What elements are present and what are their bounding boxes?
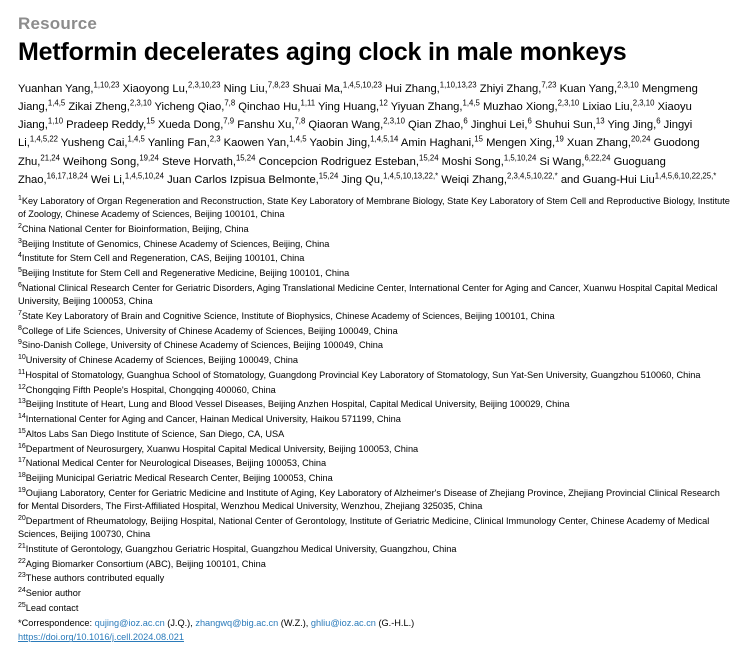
author-name: Ying Jing, — [607, 119, 657, 132]
affiliation-text: Beijing Institute of Genomics, Chinese Academy of Sciences, Beijing, China — [21, 238, 330, 249]
affiliation-item — [18, 325, 732, 338]
author-affiliation-marker: 1,4,5 — [289, 134, 307, 144]
author-affiliation-marker: 2,3,10,23 — [187, 80, 221, 90]
affiliation-item — [18, 543, 732, 556]
affiliation-text: These authors contributed equally — [25, 573, 165, 584]
affiliation-item — [18, 354, 732, 367]
affiliation-number: 21 — [18, 542, 26, 550]
affiliation-number: 19 — [18, 486, 26, 494]
affiliation-text: Chongqing Fifth People's Hospital, Chongqing 400060, China — [25, 384, 276, 395]
affiliation-item — [18, 238, 732, 251]
affiliation-item — [18, 282, 732, 309]
author-affiliation-marker: 20,24 — [631, 134, 651, 144]
affiliation-item — [18, 472, 732, 485]
author-name: Qiaoran Wang, — [308, 119, 384, 132]
author-name: Ning Liu, — [223, 83, 268, 95]
correspondence-line — [18, 617, 732, 630]
author-affiliation-marker: 15,24 — [419, 152, 439, 162]
author-name: Yaobin Jing, — [309, 137, 371, 150]
author-name: Mengen Xing, — [486, 137, 556, 150]
affiliation-number: 24 — [18, 587, 26, 595]
affiliation-item — [18, 572, 732, 585]
author-affiliation-marker: 6 — [527, 116, 532, 126]
author-affiliation-marker: 1,11 — [300, 98, 316, 108]
author-name: Xiaoyong Lu, — [122, 83, 188, 95]
affiliation-number: 5 — [18, 267, 22, 275]
affiliation-number: 23 — [18, 572, 26, 580]
author-affiliation-marker: 16,17,18,24 — [46, 170, 88, 180]
affiliation-text: Lead contact — [25, 602, 79, 613]
author-affiliation-marker: 6,22,24 — [584, 152, 611, 162]
author-name: Xueda Dong, — [157, 119, 224, 132]
affiliation-text: University of Chinese Academy of Sciences, Beijing 100049, China — [25, 355, 298, 366]
article-type-kicker: Resource — [18, 14, 98, 33]
affiliation-number: 17 — [18, 457, 26, 465]
author-name: Guoguang Zhao, — [18, 155, 666, 186]
author-name: Juan Carlos Izpisua Belmonte, — [167, 173, 319, 186]
author-name: Yicheng Qiao, — [154, 101, 225, 114]
affiliation-item — [18, 223, 732, 236]
affiliation-item — [18, 195, 732, 222]
author-name: Concepcion Rodriguez Esteban, — [258, 155, 420, 168]
author-affiliation-marker: 1,4,5,22 — [29, 134, 59, 144]
affiliation-number: 16 — [18, 442, 26, 450]
author-name: Wei Li, — [90, 173, 125, 186]
affiliation-item — [18, 602, 732, 615]
author-affiliation-marker: 19 — [555, 134, 564, 144]
author-affiliation-marker: 6 — [463, 116, 468, 126]
affiliation-number: 22 — [18, 557, 26, 565]
author-affiliation-marker: 1,4,5 — [47, 98, 66, 108]
affiliation-text: National Medical Center for Neurological Diseases, Beijing 100053, China — [25, 458, 327, 469]
affiliation-item — [18, 398, 732, 411]
author-affiliation-marker: 1,4,5 — [127, 134, 145, 144]
author-name: Lixiao Liu, — [582, 101, 633, 114]
author-name: Steve Horvath, — [161, 155, 236, 168]
correspondence-label: *Correspondence: — [18, 618, 95, 629]
affiliation-item — [18, 369, 732, 382]
affiliation-text: Senior author — [25, 588, 81, 599]
affiliation-item — [18, 252, 732, 265]
affiliation-text: Beijing Institute for Stem Cell and Regenerative Medicine, Beijing 100101, China — [21, 268, 350, 279]
affiliation-item — [18, 310, 732, 323]
affiliation-text: Hospital of Stomatology, Guanghua School of Stomatology, Guangdong Provincial Key Laboratory of Stomatology, Sun Yat-Sen University, Guangzhou 510060, China — [25, 369, 701, 380]
affiliation-text: Institute for Stem Cell and Regeneration, CAS, Beijing 100101, China — [21, 253, 305, 264]
author-name: Kuan Yang, — [559, 83, 618, 95]
page-title: Metformin decelerates aging clock in male monkeys — [18, 38, 627, 66]
affiliation-text: Institute of Gerontology, Guangzhou Geriatric Hospital, Guangzhou Medical University, Guangzhou, China — [25, 543, 457, 554]
author-affiliation-marker: 2,3 — [209, 134, 221, 144]
author-affiliation-marker: 1,10 — [47, 116, 64, 126]
affiliation-item — [18, 339, 732, 352]
author-affiliation-marker: 1,10,23 — [93, 80, 120, 90]
author-affiliation-marker: 1,4,5,14 — [370, 134, 399, 144]
affiliation-text: Beijing Institute of Heart, Lung and Blood Vessel Diseases, Beijing Anzhen Hospital, Capital Medical University, Beijing 100029, China — [25, 399, 570, 410]
affiliation-text: Beijing Municipal Geriatric Medical Research Center, Beijing 100053, China — [25, 473, 333, 484]
affiliation-number: 6 — [18, 281, 22, 289]
author-affiliation-marker: 12 — [379, 98, 388, 108]
author-name: Xiaoyu Jiang, — [18, 101, 692, 132]
author-affiliation-marker: 7,9 — [223, 116, 235, 126]
author-affiliation-marker: 15 — [146, 116, 155, 126]
author-name: Yanling Fan, — [147, 137, 210, 150]
affiliation-text: Department of Neurosurgery, Xuanwu Hospital Capital Medical University, Beijing 100053, China — [25, 443, 419, 454]
affiliation-number: 10 — [18, 354, 26, 362]
author-name: Jingyi Li, — [18, 119, 693, 150]
affiliation-item — [18, 413, 732, 426]
affiliation-number: 2 — [18, 222, 22, 230]
affiliation-number: 9 — [18, 339, 22, 347]
correspondence-email-link[interactable]: zhangwq@big.ac.cn — [195, 618, 279, 629]
author-name: Fanshu Xu, — [237, 119, 295, 132]
affiliation-item — [18, 457, 732, 470]
author-name: Amin Haghani, — [400, 137, 475, 150]
author-affiliation-marker: 15,24 — [318, 170, 339, 180]
affiliation-text: Key Laboratory of Organ Regeneration and Reconstruction, State Key Laboratory of Membrane Biology, State Key Laboratory of Stem Cell and Reproductive Biology, Institute of Zoology, Chinese Academy of Sciences, Beijing 100101, China — [18, 195, 730, 220]
affiliation-number: 13 — [18, 398, 26, 406]
author-affiliation-marker: 1,4,5 — [462, 98, 480, 108]
author-name: Qian Zhao, — [408, 119, 464, 132]
affiliation-number: 4 — [18, 252, 22, 260]
author-affiliation-marker: 2,3,10 — [383, 116, 405, 126]
affiliation-number: 1 — [18, 194, 22, 202]
author-affiliation-marker: 7,8 — [224, 98, 236, 108]
affiliation-item — [18, 428, 732, 441]
author-name: Si Wang, — [539, 155, 585, 168]
affiliation-list — [18, 195, 732, 615]
affiliation-item — [18, 515, 732, 542]
affiliation-number: 20 — [18, 514, 26, 522]
author-affiliation-marker: 2,3,10 — [617, 80, 639, 90]
affiliation-text: China National Center for Bioinformation, Beijing, China — [21, 223, 249, 234]
author-affiliation-marker: 1,10,13,23 — [439, 80, 477, 90]
affiliation-text: Aging Biomarker Consortium (ABC), Beijing 100101, China — [25, 558, 266, 569]
author-affiliation-marker: 2,3,10 — [557, 98, 580, 108]
affiliation-item — [18, 443, 732, 456]
affiliation-item — [18, 267, 732, 280]
author-name: Moshi Song, — [441, 155, 504, 168]
author-affiliation-marker: 2,3,4,5,10,22,* — [506, 170, 558, 180]
affiliation-number: 15 — [18, 427, 26, 435]
author-name: Qinchao Hu, — [238, 101, 301, 114]
author-name: Yusheng Cai, — [60, 137, 128, 150]
author-affiliation-marker: 1,4,5,10,23 — [342, 80, 382, 90]
affiliation-text: National Clinical Research Center for Geriatric Disorders, Aging Translational Medicine Center, International Center for Aging and Cancer, Xuanwu Hospital Capital Medical University, Beijing 100053, China — [18, 282, 718, 307]
author-name: Mengmeng Jiang, — [18, 83, 698, 114]
affiliation-item — [18, 587, 732, 600]
author-name: Pradeep Reddy, — [66, 119, 147, 132]
affiliation-number: 18 — [18, 472, 26, 480]
author-name: Weiqi Zhang, — [441, 173, 507, 186]
author-name: Xuan Zhang, — [566, 137, 631, 150]
affiliation-item — [18, 558, 732, 571]
affiliation-item — [18, 384, 732, 397]
author-name: Yiyuan Zhang, — [390, 101, 463, 114]
author-affiliation-marker: 2,3,10 — [632, 98, 655, 108]
author-name: Hui Zhang, — [385, 83, 440, 95]
doi-line — [18, 632, 732, 642]
affiliation-text: International Center for Aging and Cancer, Hainan Medical University, Haikou 571199, China — [25, 414, 401, 425]
author-affiliation-marker: 7,8 — [294, 116, 306, 126]
author-affiliation-marker: 7,8,23 — [267, 80, 290, 90]
affiliation-text: State Key Laboratory of Brain and Cognitive Science, Institute of Biophysics, Chinese Academy of Sciences, Beijing 100101, China — [21, 310, 555, 321]
author-affiliation-marker: 1,4,5,10,13,22,* — [383, 170, 439, 180]
author-name: Ying Huang, — [318, 101, 380, 114]
author-affiliation-marker: 19,24 — [139, 152, 159, 162]
doi-link[interactable]: https://doi.org/10.1016/j.cell.2024.08.021 — [18, 632, 185, 643]
author-affiliation-marker: 15,24 — [235, 152, 256, 162]
author-affiliation-marker: 15 — [474, 134, 483, 144]
author-name: Shuhui Sun, — [534, 119, 596, 132]
correspondence-initials: (W.Z.), — [278, 618, 311, 629]
author-affiliation-marker: 1,5,10,24 — [503, 152, 537, 162]
author-name: Jing Qu, — [341, 173, 384, 186]
author-affiliation-marker: 2,3,10 — [129, 98, 152, 108]
author-list — [18, 80, 732, 189]
affiliation-number: 11 — [18, 368, 26, 376]
author-name: Yuanhan Yang, — [18, 83, 94, 95]
author-name: Kaowen Yan, — [223, 137, 290, 150]
author-name: Guodong Zhu, — [18, 137, 700, 168]
affiliation-text: Department of Rheumatology, Beijing Hospital, National Center of Gerontology, Institute of Geriatric Medicine, Clinical Immunology Center, Chinese Academy of Medical Sciences, Beijing 100730, China — [18, 515, 710, 540]
author-name: Muzhao Xiong, — [482, 101, 558, 114]
author-name: Zhiyi Zhang, — [479, 83, 542, 95]
author-name: Weihong Song, — [63, 155, 140, 168]
correspondence-email-link[interactable]: qujing@ioz.ac.cn — [94, 618, 165, 629]
author-name: Zikai Zheng, — [68, 101, 130, 114]
correspondence-email-link[interactable]: ghliu@ioz.ac.cn — [310, 618, 376, 629]
author-affiliation-marker: 7,23 — [541, 80, 557, 90]
author-affiliation-marker: 6 — [656, 116, 661, 126]
author-name: and Guang-Hui Liu — [560, 173, 655, 186]
affiliation-number: 12 — [18, 383, 26, 391]
author-affiliation-marker: 21,24 — [40, 152, 60, 162]
author-affiliation-marker: 1,4,5,6,10,22,25,* — [654, 170, 717, 180]
affiliation-item — [18, 487, 732, 514]
affiliation-text: Oujiang Laboratory, Center for Geriatric Medicine and Institute of Aging, Key Laboratory of Alzheimer's Disease of Zhejiang Province, Zhejiang Provincial Clinical Research for Mental Disorders, The First-Affiliated Hospital, Wenzhou Medical University, Wenzhou, Zhejiang 325035, China — [18, 487, 720, 512]
affiliation-number: 3 — [18, 237, 22, 245]
affiliation-text: Altos Labs San Diego Institute of Science, San Diego, CA, USA — [25, 428, 285, 439]
author-name: Jinghui Lei, — [470, 119, 528, 132]
affiliation-text: College of Life Sciences, University of Chinese Academy of Sciences, Beijing 100049, China — [21, 325, 398, 336]
author-affiliation-marker: 13 — [595, 116, 605, 126]
correspondence-initials: (J.Q.), — [164, 618, 196, 629]
affiliation-number: 14 — [18, 413, 26, 421]
correspondence-initials: (G.-H.L.) — [375, 618, 415, 629]
author-affiliation-marker: 1,4,5,10,24 — [124, 170, 164, 180]
author-name: Shuai Ma, — [292, 83, 343, 95]
affiliation-text: Sino-Danish College, University of Chinese Academy of Sciences, Beijing 100049, China — [21, 340, 383, 351]
affiliation-number: 25 — [18, 601, 26, 609]
affiliation-number: 7 — [18, 309, 22, 317]
affiliation-number: 8 — [18, 324, 22, 332]
